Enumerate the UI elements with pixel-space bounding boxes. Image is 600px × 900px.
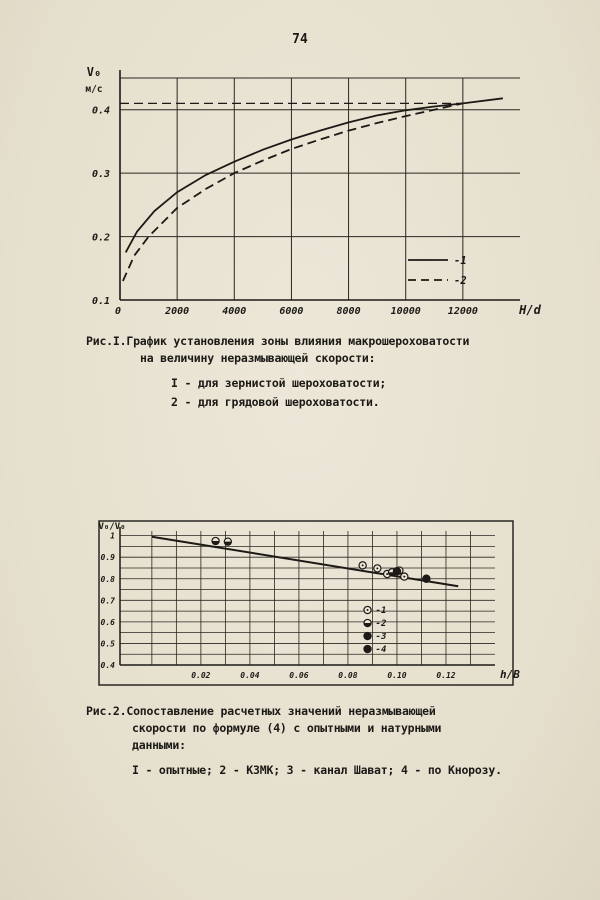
fig2-legend-label-2: -2 <box>375 619 387 630</box>
fig1-ytick-label-2: 0.3 <box>91 169 110 181</box>
fig1-xtick-label-1: 2000 <box>165 306 190 317</box>
fig2-point-s1-3-dot <box>386 573 388 575</box>
fig2-point-s1-1 <box>359 562 366 569</box>
fig1-ytick-label-1: 0.2 <box>91 232 110 244</box>
fig2-frame <box>99 521 513 685</box>
figure-2-caption-line-3: данными: <box>132 738 186 752</box>
fig2-legend-marker-2 <box>364 619 371 626</box>
figure-2-caption-line-1: Рис.2.Сопоставление расчетных значений неразмывающей <box>86 704 436 718</box>
fig2-legend-marker-1-dot <box>367 609 369 611</box>
fig1-xtick-label-2: 4000 <box>222 306 247 317</box>
figure-1-caption-line-2: на величину неразмывающей скорости: <box>140 351 376 365</box>
page-number: 74 <box>292 32 308 47</box>
fig1-ytick-label-3: 0.4 <box>91 105 110 117</box>
fig1-xtick-label-4: 8000 <box>336 306 361 317</box>
fig2-point-s1-2-dot <box>376 567 378 569</box>
figure-2-caption <box>86 703 502 779</box>
fig2-point-s1-5-dot <box>403 576 405 578</box>
fig2-legend-marker-1 <box>364 606 371 613</box>
fig2-point-s1-2 <box>374 565 381 572</box>
fig2-xtick-label-3: 0.08 <box>338 671 358 680</box>
fig2-xtick-label-2: 0.06 <box>289 671 309 680</box>
fig1-y-axis-label: V₀ <box>86 65 102 79</box>
fig1-series-line-2 <box>123 103 463 281</box>
fig1-xtick-label-3: 6000 <box>279 306 304 317</box>
fig2-x-axis-label: h/B <box>500 668 520 681</box>
figure-1-svg <box>78 60 541 325</box>
fig2-point-s4-1 <box>423 575 430 582</box>
figure-1-caption-line-1: Рис.I.График установления зоны влияния макрошероховатости <box>86 334 470 348</box>
fig2-ytick-label-3: 0.7 <box>100 596 115 606</box>
fig1-series-line-1 <box>126 98 503 252</box>
figure-1-chart <box>78 60 541 325</box>
fig2-point-s2-1 <box>212 537 219 544</box>
figure-2-caption-line-2: скорости по формуле (4) с опытными и натурными <box>132 721 442 735</box>
figure-1-caption-line-4: 2 - для грядовой шероховатости. <box>171 395 380 409</box>
figure-2-svg <box>95 515 520 690</box>
figure-1-caption <box>86 333 469 411</box>
fig2-xtick-label-0: 0.02 <box>191 671 211 680</box>
fig1-legend-label-2: -2 <box>454 275 467 287</box>
fig2-legend-marker-4 <box>364 645 371 652</box>
fig2-ytick-label-0: 0.4 <box>100 661 115 670</box>
fig2-point-s2-2 <box>224 538 231 545</box>
fig1-xtick-label-6: 12000 <box>447 306 478 317</box>
fig2-ytick-label-2: 0.6 <box>100 617 115 627</box>
fig2-y-axis-label: V₀/V₀ <box>98 522 126 532</box>
fig1-y-unit-label: м/с <box>85 84 103 95</box>
fig2-ytick-label-5: 0.9 <box>100 553 115 563</box>
figure-1-caption-line-3: I - для зернистой шероховатости; <box>171 376 387 390</box>
fig1-xtick-label-0: 0 <box>114 306 122 317</box>
fig2-legend-label-1: -1 <box>375 606 387 617</box>
fig2-point-s1-5 <box>401 573 408 580</box>
fig2-xtick-label-4: 0.10 <box>387 671 407 680</box>
fig2-ytick-label-1: 0.5 <box>100 639 115 649</box>
figure-2-caption-line-4: I - опытные; 2 - КЗМК; 3 - канал Шават; 4 - по Кнорозу. <box>132 763 502 777</box>
figure-2-chart <box>95 515 520 690</box>
fig2-ytick-label-4: 0.8 <box>100 574 115 584</box>
fig2-legend-marker-3 <box>364 632 371 639</box>
fig1-legend-label-1: -1 <box>454 255 467 267</box>
fig2-xtick-label-5: 0.12 <box>436 671 456 680</box>
fig2-xtick-label-1: 0.04 <box>240 671 260 680</box>
fig1-xtick-label-5: 10000 <box>390 306 421 317</box>
fig2-legend-label-3: -3 <box>375 632 387 643</box>
fig1-x-axis-label: H/d <box>519 303 541 317</box>
fig1-ytick-label-0: 0.1 <box>91 296 110 307</box>
fig2-point-s3-1 <box>393 568 400 575</box>
fig2-ytick-label-6: 1 <box>110 531 115 541</box>
fig2-legend-label-4: -4 <box>375 645 387 656</box>
fig2-point-s1-1-dot <box>362 564 364 566</box>
